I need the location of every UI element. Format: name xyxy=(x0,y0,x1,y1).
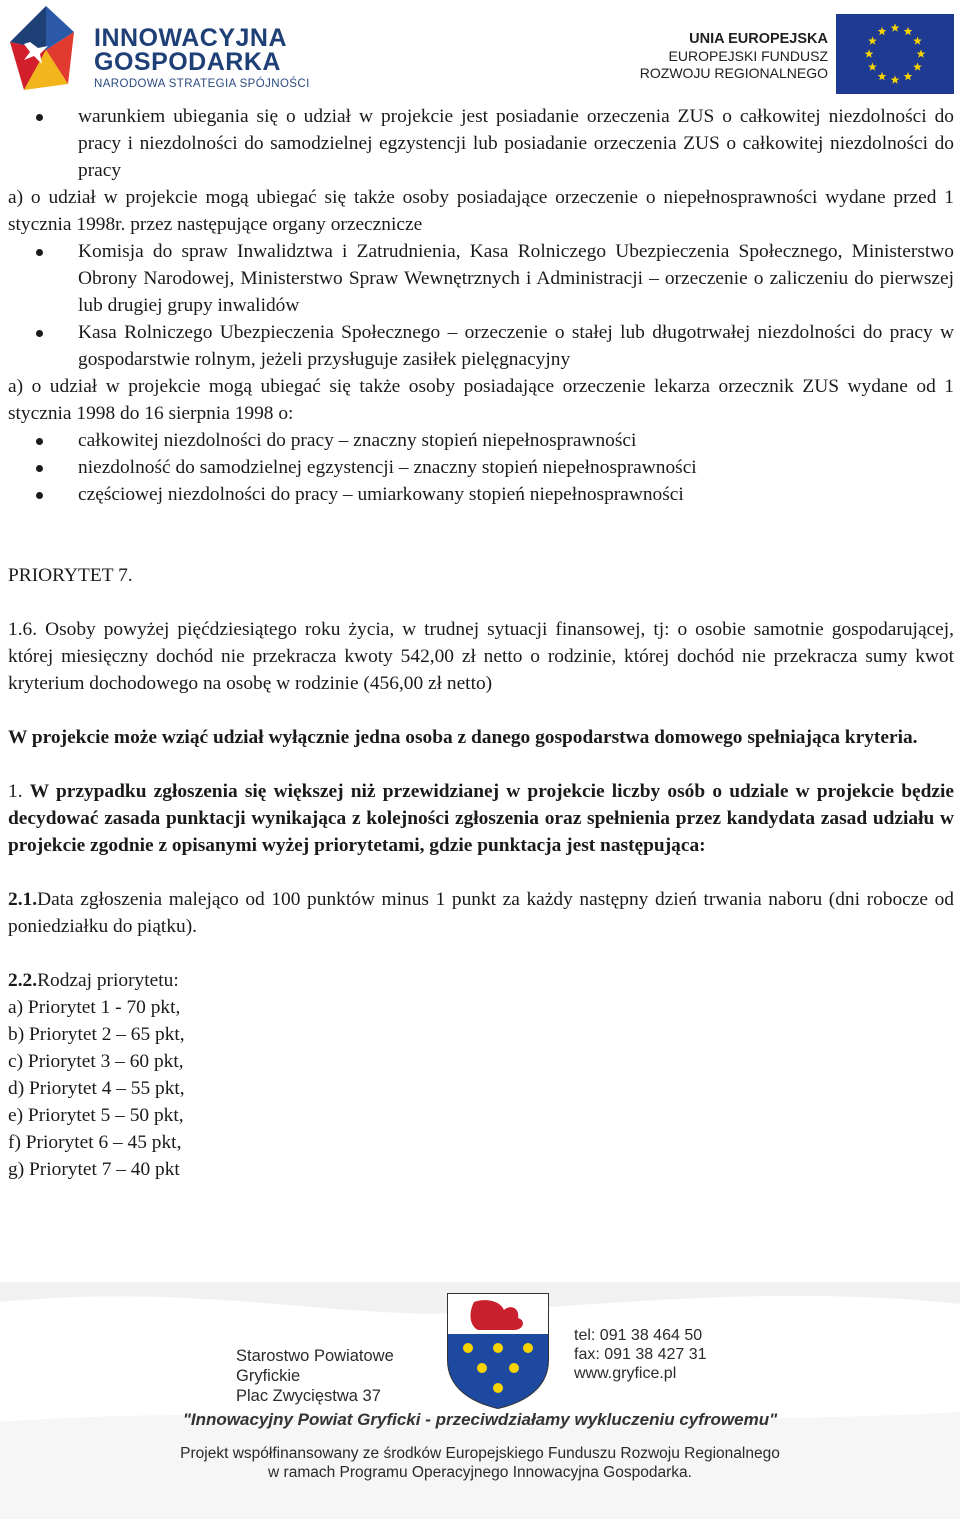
bullet-icon xyxy=(36,114,43,121)
point-1-text: W przypadku zgłoszenia się większej niż przewidzianej w projekcie liczby osób o udziale w projekcie będzie decydować zasada punktacji wynikająca z kolejności zgłoszenia oraz spełnienia przez kandydata zasad udziału w projekcie zgodnie z opisanymi wyżej priorytetami, gdzie punktacja jest następująca: xyxy=(8,781,954,856)
eu-line3: ROZWOJU REGIONALNEGO xyxy=(639,65,828,81)
paragraph-a2: a) o udział w projekcie mogą ubiegać się także osoby posiadające orzeczenie lekarza orzecznik ZUS wydane od 1 stycznia 1998 do 16 sierpnia 1998 o: xyxy=(8,376,954,424)
address-line1: Starostwo Powiatowe xyxy=(236,1347,394,1365)
paragraph-a1: a) o udział w projekcie mogą ubiegać się także osoby posiadające orzeczenie o niepełnosprawności wydane przed 1 stycznia 1998r. przez następujące organy orzecznicze xyxy=(8,187,954,235)
point-2-2 xyxy=(8,967,954,994)
point-2-1-text: Data zgłoszenia malejąco od 100 punktów minus 1 punkt za każdy następny dzień trwania naboru (dni robocze od poniedziałku do piątku). xyxy=(8,889,954,937)
page-header xyxy=(0,0,960,100)
list-item: f) Priorytet 6 – 45 pkt, xyxy=(8,1132,182,1153)
point-1 xyxy=(8,778,954,859)
bullet-icon xyxy=(36,438,43,445)
bullet-icon xyxy=(36,330,43,337)
footer-project-info xyxy=(0,1444,960,1482)
address-line3: Plac Zwycięstwa 37 xyxy=(236,1387,381,1405)
list-item: b) Priorytet 2 – 65 pkt, xyxy=(8,1024,185,1045)
eu-line2: EUROPEJSKI FUNDUSZ xyxy=(668,48,828,64)
eu-line1: UNIA EUROPEJSKA xyxy=(689,31,828,47)
footer-slogan: "Innowacyjny Powiat Gryficki - przeciwdziałamy wykluczeniu cyfrowemu" xyxy=(182,1410,778,1429)
footer-tel: tel: 091 38 464 50 xyxy=(574,1327,703,1344)
list-item: częściowej niezdolności do pracy – umiarkowany stopień niepełnosprawności xyxy=(8,481,954,508)
logo-title-line1: INNOWACYJNA xyxy=(94,24,288,52)
eu-wordmark xyxy=(640,30,828,82)
list-item: Kasa Rolniczego Ubezpieczenia Społecznego – orzeczenie o stałej lub długotrwałej niezdolności do pracy w gospodarstwie rolnym, jeżeli przysługuje zasiłek pielęgnacyjny xyxy=(8,319,954,373)
footer-address xyxy=(236,1346,394,1406)
bullet-icon xyxy=(36,465,43,472)
point-2-2-number: 2.2. xyxy=(8,970,38,991)
disability-degree-list xyxy=(8,427,954,508)
list-item: niezdolność do samodzielnej egzystencji – znaczny stopień niepełnosprawności xyxy=(8,454,954,481)
priority-heading: PRIORYTET 7. xyxy=(8,565,133,586)
point-1-number: 1. xyxy=(8,781,23,802)
logo-subtitle: NARODOWA STRATEGIA SPÓJNOŚCI xyxy=(94,78,310,90)
list-item: d) Priorytet 4 – 55 pkt, xyxy=(8,1078,185,1099)
footer-contact xyxy=(574,1326,707,1383)
list-item: całkowitej niezdolności do pracy – znaczny stopień niepełnosprawności xyxy=(8,427,954,454)
eligibility-bullet-list xyxy=(8,103,954,184)
list-item: a) Priorytet 1 - 70 pkt, xyxy=(8,997,181,1018)
project-line2: w ramach Programu Operacyjnego Innowacyjna Gospodarka. xyxy=(268,1464,692,1481)
bold-notice: W projekcie może wziąć udział wyłącznie jedna osoba z danego gospodarstwa domowego spełniająca kryteria. xyxy=(8,727,918,748)
paragraph-1-6: 1.6. Osoby powyżej pięćdziesiątego roku życia, w trudnej sytuacji finansowej, tj: o osobie samotnie gospodarującej, której miesięczny dochód nie przekracza kwoty 542,00 zł netto o rodzinie, której dochód nie przekracza sumy kwot kryterium dochodowego na osobę w rodzinie (456,00 zł netto) xyxy=(8,619,954,694)
priority-points-list xyxy=(8,994,954,1183)
list-item: g) Priorytet 7 – 40 pkt xyxy=(8,1159,180,1180)
point-2-1-number: 2.1. xyxy=(8,889,38,910)
eu-flag-icon xyxy=(836,14,954,94)
point-2-1 xyxy=(8,886,954,940)
list-item: e) Priorytet 5 – 50 pkt, xyxy=(8,1105,184,1126)
bullet-icon xyxy=(36,492,43,499)
address-line2: Gryfickie xyxy=(236,1367,301,1385)
bullet-icon xyxy=(36,249,43,256)
footer-website[interactable]: www.gryfice.pl xyxy=(574,1365,677,1382)
logo-title-line2: GOSPODARKA xyxy=(94,48,281,76)
footer-fax: fax: 091 38 427 31 xyxy=(574,1346,707,1363)
page-footer xyxy=(0,1282,960,1519)
certifying-bodies-list xyxy=(8,238,954,373)
list-item: Komisja do spraw Inwalidztwa i Zatrudnienia, Kasa Rolniczego Ubezpieczenia Społecznego, Ministerstwo Obrony Narodowej, Ministerstwo Spraw Wewnętrznych i Administracji – orzeczenie o zaliczeniu do pierwszej lub drugiej grupy inwalidów xyxy=(8,238,954,319)
powiat-gryficki-coat-of-arms-icon xyxy=(444,1290,552,1410)
list-item: warunkiem ubiegania się o udział w projekcie jest posiadanie orzeczenia ZUS o całkowitej niezdolności do pracy i niezdolności do samodzielnej egzystencji lub posiadanie orzeczenia ZUS o całkowitej niezdolności do pracy xyxy=(8,103,954,184)
list-item: c) Priorytet 3 – 60 pkt, xyxy=(8,1051,184,1072)
innowacyjna-gospodarka-logo-icon xyxy=(4,2,88,92)
document-body xyxy=(8,103,954,1183)
project-line1: Projekt współfinansowany ze środków Europejskiego Funduszu Rozwoju Regionalnego xyxy=(180,1445,780,1462)
innowacyjna-gospodarka-wordmark xyxy=(94,26,310,90)
point-2-2-text: Rodzaj priorytetu: xyxy=(37,970,179,991)
